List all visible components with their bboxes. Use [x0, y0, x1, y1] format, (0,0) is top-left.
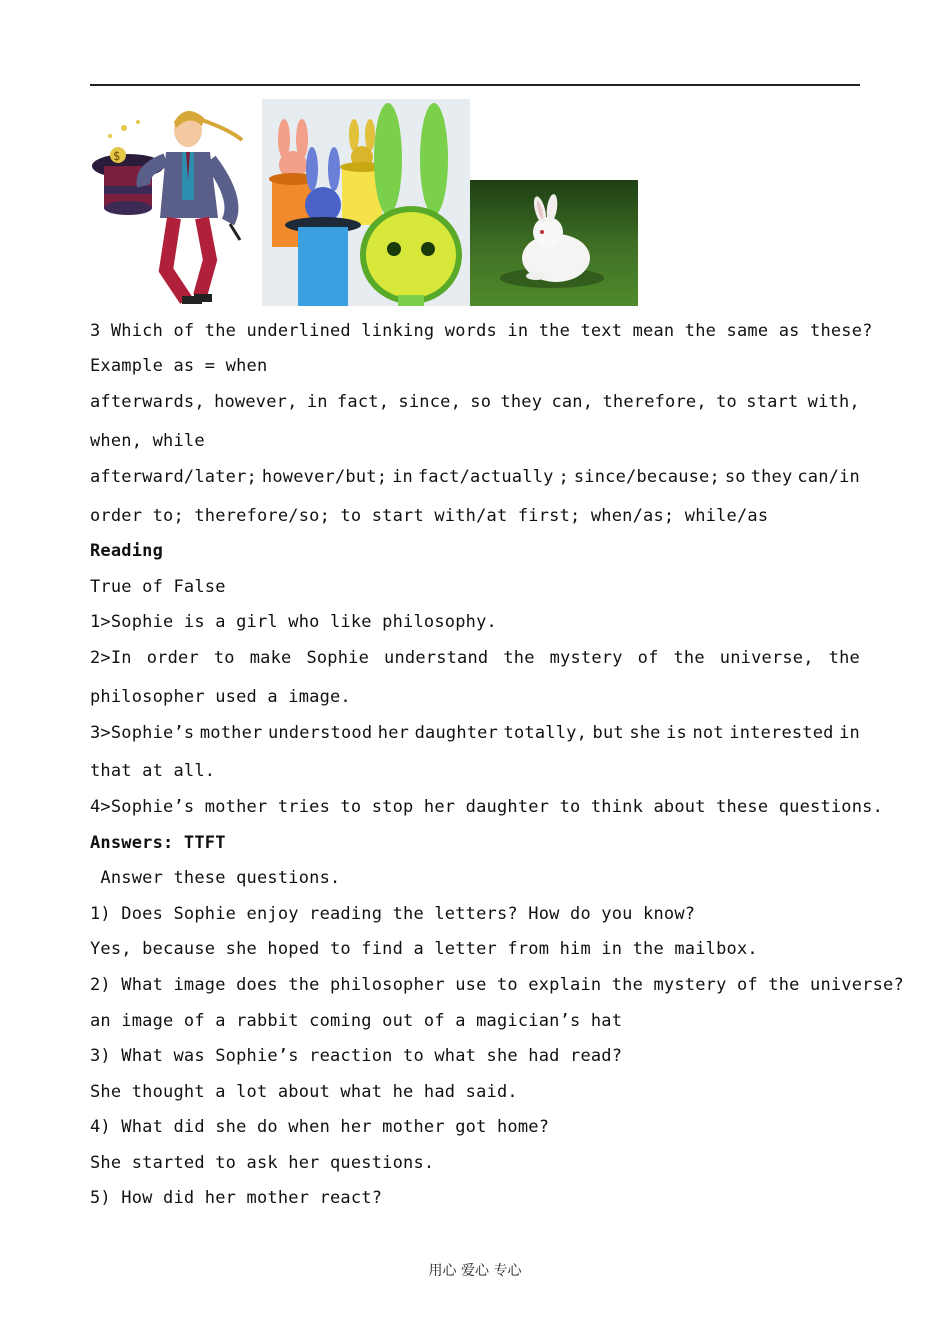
statement-2-line1: [90, 648, 860, 668]
word: daughter: [414, 723, 499, 743]
word: in: [839, 723, 860, 743]
word: but: [592, 723, 624, 743]
word: her: [377, 723, 410, 743]
question-1: 1) Does Sophie enjoy reading the letters? How do you know?: [90, 904, 696, 924]
answer-3: She thought a lot about what he had said.: [90, 1082, 518, 1102]
header-rule: [90, 84, 860, 86]
word: they: [500, 392, 543, 412]
answer-2: an image of a rabbit coming out of a magician’s hat: [90, 1011, 623, 1031]
word: they: [750, 467, 793, 487]
white-rabbit-photo: [470, 180, 638, 306]
svg-text:$: $: [113, 149, 121, 163]
question-4: 4) What did she do when her mother got home?: [90, 1117, 550, 1137]
page-footer: 用心 爱心 专心: [428, 1263, 522, 1279]
magician-illustration: [90, 100, 262, 306]
questions-intro: Answer these questions.: [90, 868, 341, 888]
word: 3>Sophie’s: [90, 723, 195, 743]
word: make: [249, 648, 292, 668]
word: understand: [384, 648, 489, 668]
word: the: [503, 648, 535, 668]
statement-3-line1: [90, 723, 860, 743]
word: however,: [214, 392, 298, 412]
word: in: [392, 467, 413, 487]
word: is: [666, 723, 687, 743]
word: universe,: [719, 648, 814, 668]
question-3: 3) What was Sophie’s reaction to what she had read?: [90, 1046, 623, 1066]
question-2: 2) What image does the philosopher use to explain the mystery of the universe?: [90, 975, 904, 995]
word: understood: [267, 723, 373, 743]
word: start: [746, 392, 799, 412]
word: therefore,: [602, 392, 707, 412]
statement-2-line2: philosopher used a image.: [90, 687, 351, 707]
answer-1: Yes, because she hoped to find a letter from him in the mailbox.: [90, 939, 758, 959]
q3-example: Example as = when: [90, 356, 268, 376]
question-5: 5) How did her mother react?: [90, 1188, 383, 1208]
word: totally,: [503, 723, 588, 743]
word: so: [724, 467, 746, 487]
reading-subheading: True of False: [90, 577, 226, 597]
statement-4: 4>Sophie’s mother tries to stop her daughter to think about these questions.: [90, 797, 884, 817]
q3-answer-line2: order to; therefore/so; to start with/at first; when/as; while/as: [90, 506, 769, 526]
word: so: [470, 392, 492, 412]
word: to: [213, 648, 235, 668]
word: afterward/later;: [90, 467, 257, 487]
word: fact,: [336, 392, 390, 412]
word: however/but;: [261, 467, 388, 487]
word: mystery: [549, 648, 623, 668]
word: the: [673, 648, 705, 668]
word: mother: [199, 723, 263, 743]
answers-key: Answers: TTFT: [90, 833, 226, 853]
word: can/in: [797, 467, 860, 487]
word: ;: [558, 467, 569, 487]
statement-1: 1>Sophie is a girl who like philosophy.: [90, 612, 497, 632]
word: of: [637, 648, 659, 668]
q3-words-line2: when, while: [90, 431, 205, 451]
word: in: [306, 392, 328, 412]
word: interested: [729, 723, 834, 743]
reading-heading: Reading: [90, 541, 164, 561]
word: fact/actually: [417, 467, 554, 487]
answer-4: She started to ask her questions.: [90, 1153, 435, 1173]
q3-answer-line1: [90, 467, 860, 487]
word: since,: [398, 392, 462, 412]
statement-3-line2: that at all.: [90, 761, 216, 781]
word: afterwards,: [90, 392, 205, 412]
word: with,: [807, 392, 860, 412]
word: order: [146, 648, 199, 668]
word: the: [828, 648, 860, 668]
q3-words-line1: [90, 392, 860, 412]
q3-prompt: 3 Which of the underlined linking words in the text mean the same as these?: [90, 321, 873, 341]
word: 2>In: [90, 648, 132, 668]
cartoon-rabbits-in-hats: [262, 99, 470, 306]
word: since/because;: [573, 467, 720, 487]
word: not: [692, 723, 724, 743]
word: to: [716, 392, 737, 412]
word: she: [629, 723, 661, 743]
word: can,: [551, 392, 594, 412]
word: Sophie: [306, 648, 370, 668]
